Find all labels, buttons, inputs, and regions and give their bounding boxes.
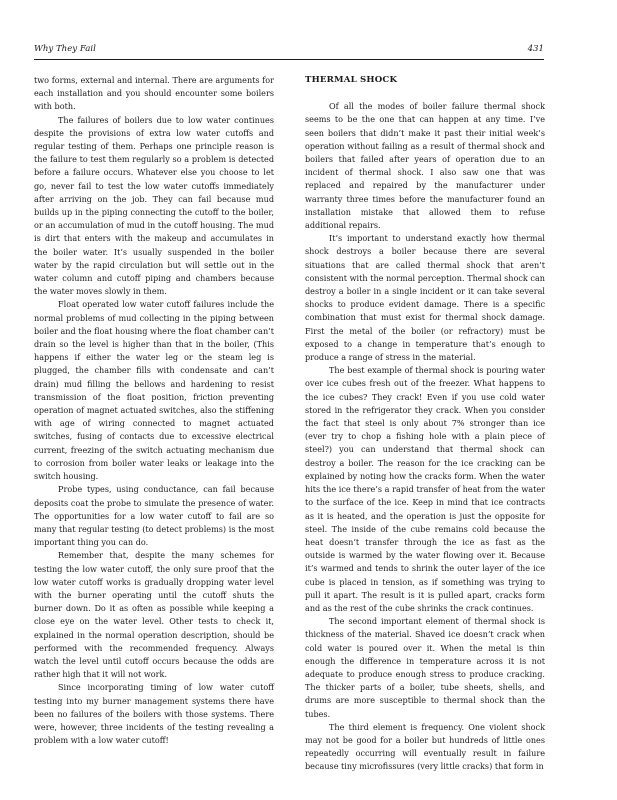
running-header (34, 44, 544, 60)
paragraph: Float operated low water cutoff failures include the normal problems of mud collecting in the piping between boiler and the float housing where the float chamber can’t drain so the level is higher than that in the boiler, (This happens if either the water leg or the steam leg is plugged, the chamber fills with condensate and can’t drain) mud filling the bellows and hardening to resist transmission of the float position, friction preventing operation of magnet actuated switches, also the stiffening with age of wiring connected to magnet actuated switches, fusing of contacts due to excessive electrical current, freezing of the switch actuating mechanism due to corrosion from boiler water leaks or leakage into the switch housing. (34, 299, 274, 482)
paragraph: The failures of boilers due to low water continues despite the provisions of extra low water cutoffs and regular testing of them. Perhaps one principle reason is the failure to test them regularly so a problem is detected before a failure occurs. Whatever else you choose to let go, never fail to test the low water cutoffs immediately after arriving on the job. They can fail because mud builds up in the piping connecting the cutoff to the boiler, or an accumulation of mud in the cutoff housing. The mud is dirt that enters with the makeup and accumulates in the boiler water. It’s usually suspended in the boiler water by the rapid circulation but will settle out in the water column and cutoff piping and chambers because the water moves slowly in them. (34, 114, 274, 297)
page-number: 431 (527, 44, 544, 54)
paragraph: The second important element of thermal shock is thickness of the material. Shaved ice doesn’t crack when cold water is poured over it. When the metal is thin enough the difference in temperature across it is not adequate to produce enough stress to produce cracking. The thicker parts of a boiler, tube sheets, shells, and drums are more susceptible to thermal shock than the tubes. (305, 616, 545, 719)
paragraph: two forms, external and internal. There are arguments for each installation and you should encounter some boilers with both. (34, 75, 274, 112)
left-column (34, 74, 274, 747)
paragraph: Since incorporating timing of low water cutoff testing into my burner management systems there have been no failures of the boilers with those systems. There were, however, three incidents of the testing revealing a problem with a low water cutoff! (34, 682, 274, 746)
running-title: Why They Fail (34, 44, 96, 54)
section-heading: THERMAL SHOCK (305, 75, 398, 85)
paragraph: Of all the modes of boiler failure thermal shock seems to be the one that can happen at any time. I’ve seen boilers that didn’t make it past their initial week’s operation without failing as a result of thermal shock and boilers that failed after years of operation due to an incident of thermal shock. I also saw one that was replaced and repaired by the manufacturer under warranty three times before the manufacturer found an installation mistake that allowed them to refuse additional repairs. (305, 101, 545, 231)
paragraph: The third element is frequency. One violent shock may not be good for a boiler but hundreds of little ones repeatedly occurring will eventually result in failure because tiny microfissures (very little cracks) that form in (305, 721, 545, 772)
right-column (305, 74, 545, 774)
paragraph: Probe types, using conductance, can fail because deposits coat the probe to simulate the presence of water. The opportunities for a low water cutoff to fail are so many that regular testing (to detect problems) is the most important thing you can do. (34, 484, 274, 548)
header-rule (34, 59, 544, 60)
paragraph: Remember that, despite the many schemes for testing the low water cutoff, the only sure proof that the low water cutoff works is gradually dropping water level with the burner operating until the cutoff shuts the burner down. Do it as often as possible while keeping a close eye on the water level. Other tests to check it, explained in the normal operation description, should be performed with the recommended frequency. Always watch the level until cutoff occurs because the odds are rather high that it will not work. (34, 550, 274, 680)
paragraph: The best example of thermal shock is pouring water over ice cubes fresh out of the freezer. What happens to the ice cubes? They crack! Even if you use cold water stored in the refrigerator they crack. When you consider the fact that steel is only about 7% stronger than ice (ever try to chop a fishing hole with a plain piece of steel?) you can understand that thermal shock can destroy a boiler. The reason for the ice cracking can be explained by noting how the cracks form. When the water hits the ice there’s a rapid transfer of heat from the water to the surface of the ice. Keep in mind that ice contracts as it is heated, and the operation is just the opposite for steel. The inside of the cube remains cold because the heat doesn’t transfer through the ice as fast as the outside is warmed by the water flowing over it. Because it’s warmed and tends to shrink the outer layer of the ice cube is placed in tension, as if something was trying to pull it apart. The result is it is pulled apart, cracks form and as the rest of the cube shrinks the crack continues. (305, 365, 545, 613)
paragraph: It’s important to understand exactly how thermal shock destroys a boiler because there are several situations that are called thermal shock that aren’t consistent with the normal perception. Thermal shock can destroy a boiler in a single incident or it can take several shocks to produce evident damage. There is a specific combination that must exist for thermal shock damage. First the metal of the boiler (or refractory) must be exposed to a change in temperature that’s enough to produce a range of stress in the material. (305, 233, 545, 363)
